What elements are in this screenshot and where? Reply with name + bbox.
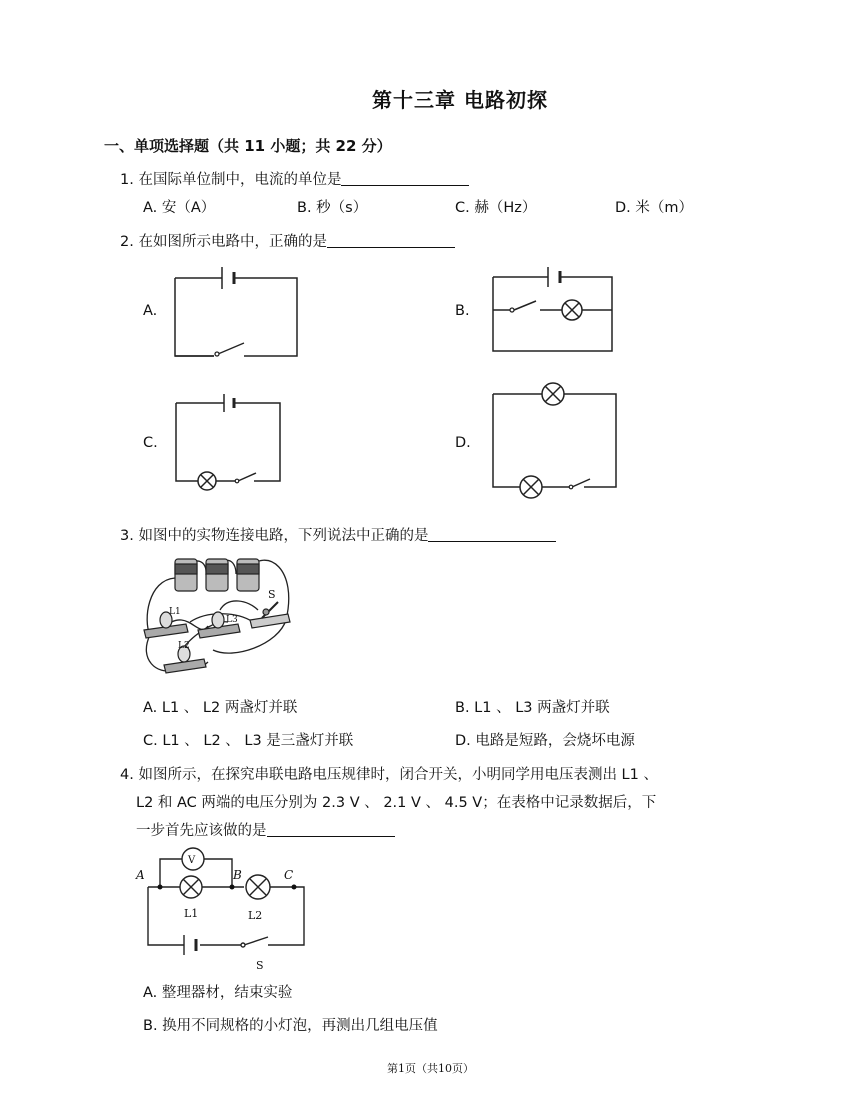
answer-blank <box>267 821 395 837</box>
question-3-stem: 3. 如图中的实物连接电路，下列说法中正确的是 <box>120 528 429 544</box>
question-2-stem: 2. 在如图所示电路中，正确的是 <box>120 234 327 250</box>
series-circuit-diagram <box>132 845 310 973</box>
q3-option-b: B. L1 、 L3 两盏灯并联 <box>455 700 610 716</box>
point-c-label: C <box>284 868 294 882</box>
q2-label-c: C. <box>143 435 158 451</box>
q2-label-a: A. <box>143 303 158 319</box>
switch-s-label: S <box>256 959 264 972</box>
q3-option-d: D. 电路是短路，会烧坏电源 <box>455 733 635 749</box>
point-a-label: A <box>136 868 145 882</box>
question-4-line-3 <box>136 819 395 840</box>
fig-label-s: S <box>268 588 276 601</box>
q1-option-b: B. 秒（s） <box>297 200 368 216</box>
page-title: 第十三章 电路初探 <box>372 88 548 112</box>
question-4-line-1: 4. 如图所示，在探究串联电路电压规律时，闭合开关，小明同学用电压表测出 L1 、 <box>120 767 658 783</box>
question-1 <box>120 168 469 189</box>
page-footer: 第1页（共10页） <box>387 1062 474 1075</box>
q4-option-b: B. 换用不同规格的小灯泡，再测出几组电压值 <box>143 1018 438 1034</box>
point-b-label: B <box>233 868 242 882</box>
question-2 <box>120 230 455 251</box>
q1-option-c: C. 赫（Hz） <box>455 200 537 216</box>
q2-label-b: B. <box>455 303 470 319</box>
physical-circuit-photo <box>138 550 300 682</box>
circuit-diagram-d <box>490 380 620 495</box>
circuit-diagram-c <box>172 393 284 489</box>
fig-label-l1: L1 <box>169 607 181 617</box>
answer-blank <box>341 170 469 186</box>
lamp-l2-label: L2 <box>248 909 263 922</box>
question-3 <box>120 524 556 545</box>
q3-option-c: C. L1 、 L2 、 L3 是三盏灯并联 <box>143 733 354 749</box>
q2-label-d: D. <box>455 435 471 451</box>
answer-blank <box>327 232 455 248</box>
question-1-stem: 1. 在国际单位制中，电流的单位是 <box>120 172 342 188</box>
section-heading: 一、单项选择题（共 11 小题；共 22 分） <box>104 137 392 155</box>
fig-label-l3: L3 <box>226 615 238 625</box>
q1-option-a: A. 安（A） <box>143 200 216 216</box>
question-4-line-3-text: 一步首先应该做的是 <box>136 823 267 839</box>
q4-option-a: A. 整理器材，结束实验 <box>143 985 293 1001</box>
q3-option-a: A. L1 、 L2 两盏灯并联 <box>143 700 298 716</box>
voltmeter-label: V <box>188 855 196 866</box>
battery <box>175 559 259 591</box>
q1-option-d: D. 米（m） <box>615 200 694 216</box>
circuit-diagram-a <box>170 260 302 360</box>
question-4-line-2: L2 和 AC 两端的电压分别为 2.3 V 、 2.1 V 、 4.5 V；在表格中记录数据后，下 <box>136 795 657 811</box>
answer-blank <box>428 526 556 542</box>
lamp-l1-label: L1 <box>184 907 199 920</box>
fig-label-l2: L2 <box>178 641 190 651</box>
circuit-diagram-b <box>490 265 615 357</box>
